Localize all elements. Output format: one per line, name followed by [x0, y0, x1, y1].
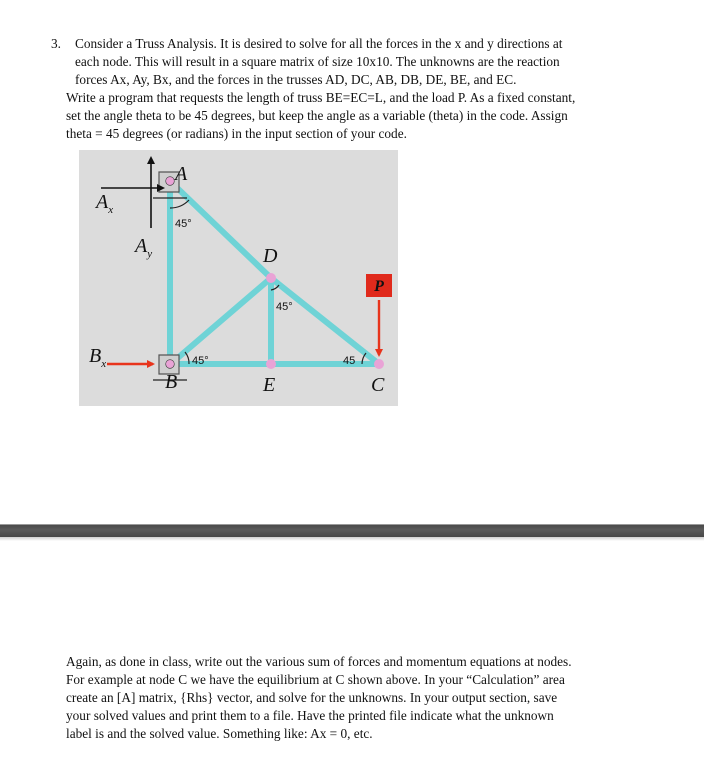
node-d	[266, 273, 276, 283]
problem-line: forces Ax, Ay, Bx, and the forces in the trusses AD, DC, AB, DB, DE, BE, and EC.	[75, 72, 517, 87]
load-label: P	[374, 278, 384, 295]
reaction-ay-head	[147, 156, 155, 164]
instructions-line: label is and the solved value. Something like: Ax = 0, etc.	[66, 726, 373, 741]
problem-line: theta = 45 degrees (or radians) in the input section of your code.	[66, 126, 407, 141]
instructions-line: create an [A] matrix, {Rhs} vector, and solve for the unknowns. In your output section, save	[66, 690, 558, 705]
problem-number: 3.	[51, 36, 61, 51]
member-dc	[271, 278, 379, 364]
problem-line: each node. This will result in a square matrix of size 10x10. The unknowns are the reaction	[75, 54, 560, 69]
node-c	[374, 359, 384, 369]
instructions-line: your solved values and print them to a file. Have the printed file indicate what the unknown	[66, 708, 554, 723]
label-node-d: D	[263, 245, 278, 267]
section-divider	[0, 524, 704, 537]
angle-label-d: 45°	[276, 301, 293, 313]
angle-label-a: 45°	[175, 218, 192, 230]
label-bx: $B_x$	[89, 345, 107, 370]
label-ax: $A_x$	[96, 191, 114, 216]
problem-line: Write a program that requests the length of truss BE=EC=L, and the load P. As a fixed constant,	[66, 90, 576, 105]
label-node-c: C	[371, 374, 385, 396]
node-a	[166, 177, 174, 185]
angle-label-c: 45	[343, 355, 356, 367]
problem-statement	[51, 35, 575, 143]
problem-line: set the angle theta to be 45 degrees, but keep the angle as a variable (theta) in the code. Assign	[66, 108, 568, 123]
label-node-e: E	[263, 374, 276, 396]
truss-diagram	[79, 150, 398, 406]
divider-shadow	[0, 537, 704, 541]
node-b	[166, 360, 174, 368]
instructions-line: Again, as done in class, write out the various sum of forces and momentum equations at nodes.	[66, 654, 572, 669]
instructions-line: For example at node C we have the equilibrium at C shown above. In your “Calculation” area	[66, 672, 565, 687]
member-ad	[172, 183, 271, 278]
label-node-a: A	[175, 163, 188, 185]
label-ay: $A_y$	[135, 235, 153, 260]
angle-label-b: 45°	[192, 355, 209, 367]
node-e	[266, 359, 276, 369]
truss-svg	[79, 150, 398, 406]
member-db	[173, 278, 271, 362]
problem-line: Consider a Truss Analysis. It is desired to solve for all the forces in the x and y directions at	[75, 36, 563, 51]
label-node-b: B	[165, 371, 178, 393]
instructions-text	[66, 653, 572, 743]
